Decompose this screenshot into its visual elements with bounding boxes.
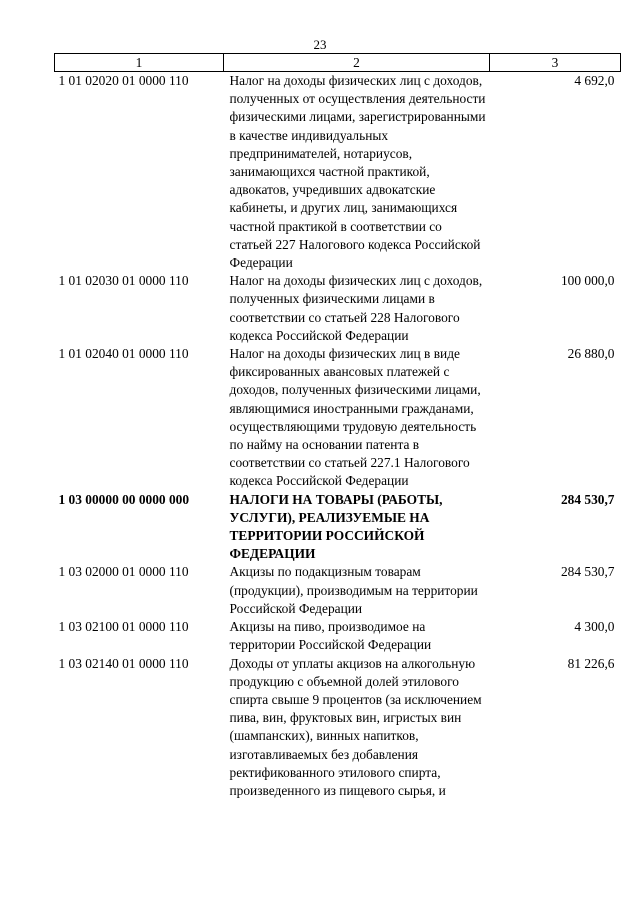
table-row (55, 618, 621, 654)
revenue-name: Налог на доходы физических лиц с доходов, полученных физическими лицами в соответствии со статьей 228 Налогового кодекса Российской Федерации (229, 273, 483, 343)
table-header-row (55, 54, 621, 72)
revenue-name: Акцизы по подакцизным товарам (продукции), производимым на территории Российской Федерации (229, 564, 478, 616)
revenue-name: Налог на доходы физических лиц в виде фиксированных авансовых платежей с доходов, полученных физическими лицами, являющимися иностранными гражданами, осуществляющими трудовую деятельность по найму на основании патента в соответствии со статьей 227.1 Налогового кодекса Российской Федерации (229, 346, 481, 489)
revenue-amount: 4 692,0 (574, 73, 615, 88)
revenue-amount: 26 880,0 (567, 346, 615, 362)
budget-code: 1 01 02030 01 0000 110 (58, 273, 189, 289)
table-row (55, 655, 621, 801)
revenue-amount: 284 530,7 (560, 491, 615, 507)
table-row (55, 272, 621, 345)
revenue-amount: 81 226,6 (567, 655, 615, 671)
table-row (55, 563, 621, 618)
budget-code: 1 03 02140 01 0000 110 (58, 655, 189, 671)
budget-code: 1 03 02100 01 0000 110 (58, 619, 189, 635)
budget-code: 1 03 02000 01 0000 110 (58, 564, 189, 580)
revenue-section-name: НАЛОГИ НА ТОВАРЫ (РАБОТЫ, УСЛУГИ), РЕАЛИЗУЕМЫЕ НА ТЕРРИТОРИИ РОССИЙСКОЙ ФЕДЕРАЦИИ (229, 491, 443, 562)
budget-code: 1 01 02040 01 0000 110 (58, 346, 189, 362)
column-header-name: 2 (224, 54, 490, 72)
column-header-code: 1 (55, 54, 224, 72)
page-number: 23 (313, 37, 327, 52)
budget-code: 1 03 00000 00 0000 000 (58, 491, 190, 507)
table-row (55, 345, 621, 491)
column-header-amount: 3 (490, 54, 621, 72)
budget-code: 1 01 02020 01 0000 110 (58, 73, 189, 88)
revenue-name: Доходы от уплаты акцизов на алкогольную продукцию с объемной долей этилового спирта свыше 9 процентов (за исключением пива, вин, фруктовых вин, игристых вин (шампанских), винных напитков, изготавливаемых без добавления ректификованного этилового спирта, произведенного из пищевого сырья, и (229, 655, 482, 798)
revenue-amount: 4 300,0 (574, 619, 615, 635)
revenue-amount: 100 000,0 (560, 273, 615, 289)
revenue-name: Акцизы на пиво, производимое на территории Российской Федерации (229, 619, 432, 653)
revenue-table (54, 53, 621, 800)
revenue-name: Налог на доходы физических лиц с доходов, полученных от осуществления деятельности физическими лицами, зарегистрированными в качестве индивидуальных предпринимателей, нотариусов, занимающихся частной практикой, адвокатов, учредивших адвокатские кабинеты, и других лиц, занимающихся частной практикой в соответствии со статьей 227 Налогового кодекса Российской Федерации (229, 73, 486, 271)
revenue-amount: 284 530,7 (560, 564, 615, 580)
table-row-section (55, 491, 621, 564)
table-row (55, 72, 621, 273)
